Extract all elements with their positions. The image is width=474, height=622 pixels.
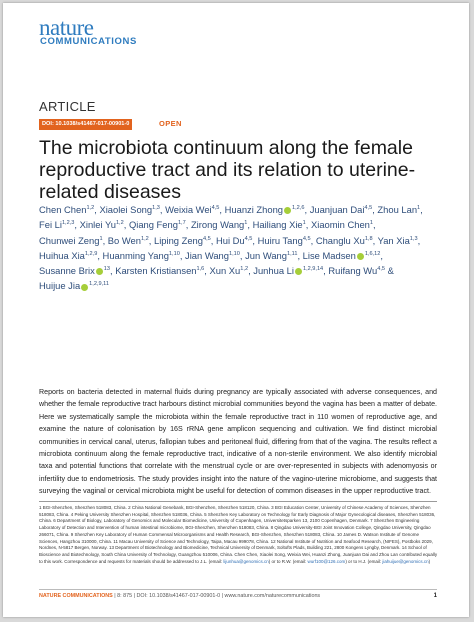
- author-separator: ,: [74, 219, 80, 231]
- author-affiliation-marker: 4,5: [211, 204, 220, 211]
- author-affiliation-marker: 1,10: [168, 250, 180, 257]
- affiliations-footnote: [39, 505, 439, 565]
- author-separator: ,: [219, 204, 225, 215]
- author-name-text: Changlu Xu: [315, 234, 365, 246]
- author-separator: ,: [380, 249, 383, 261]
- article-title: The microbiota continuum along the female reproductive tract and its relation to uterine-related diseases: [39, 137, 416, 203]
- author-affiliation-marker: 1,2,9,11: [89, 281, 109, 288]
- author-separator: ,: [94, 204, 100, 215]
- orcid-icon[interactable]: [81, 284, 88, 291]
- author-name[interactable]: [225, 204, 305, 215]
- author-affiliation-marker: 1,2,9: [84, 250, 98, 257]
- author-separator: ,: [210, 234, 216, 246]
- author-name[interactable]: [245, 250, 297, 261]
- affiliations-text: 1 BGI-Shenzhen, Shenzhen 518083, China. 2 China National Genebank, BGI-Shenzhen, Shenzhen 518120, China. 3 BGI Education Center, University of Chinese Academy of Sciences, Shenzhen 518083, China. 4 Peking University Shenzhen Hospital, Shenzhen 518036, China. 5 Shenzhen Key Laboratory on Technology for Early Diagnosis of Major Gynecological diseases, Shenzhen 518036, China. 6 Department of Biology, Laboratory of Genomics and Molecular Biomedicine, University of Copenhagen, Universitetsparken 13, 2100 Copenhagen, Denmark. 7 Shenzhen Engineering Laboratory of Detection and Intervention of human intestinal microbiome, BGI-Shenzhen, Shenzhen 518083, China. 8 Qingdao University-BGI Joint Innovation College, Qingdao University, Qingdao 266071, China. 9 Shenzhen Key Laboratory of Human Commensal Microorganisms and Health Research, BGI-Shenzhen, Shenzhen 518083, China. 10 James D. Watson Institute of Genome Sciences, Hangzhou 310000, China. 11 Macau University of Science and Technology, Taipa, Macau 999078, China. 12 National Institute of Nutrition and Seafood Research, (NIFES), Postboks 2029, Nordnes, N-5817 Bergen, Norway. 13 Department of Biotechnology and Biomedicine, Technical University of Denmark, Soltofts Plads, Building 221, 2800 Kongens Lyngby, Denmark. 14 School of Bioscience and Biotechnology, South China University of Technology, Guangzhou 510006, China. Chen Chen, Xiaolei Song, Weixia Wei, Huanzi Zhong, Juanjuan Dai and Zhou Lan contributed equally to this work. Correspondence and requests for materials should be addressed to J.L. (email:: [39, 505, 438, 564]
- author-name[interactable]: [210, 265, 249, 276]
- author-name[interactable]: [103, 250, 180, 261]
- author-name-text: Lise Madsen: [302, 249, 356, 261]
- author-name[interactable]: [99, 204, 159, 215]
- author-name[interactable]: [129, 219, 186, 230]
- journal-logo[interactable]: [39, 16, 199, 60]
- author-affiliation-marker: 1,11: [286, 250, 298, 257]
- author-separator: ,: [304, 204, 310, 215]
- author-separator: ,: [323, 265, 329, 277]
- footer-journal-name: NATURE COMMUNICATIONS: [39, 593, 113, 599]
- author-affiliation-marker: 1,10: [228, 250, 240, 257]
- logo-communications-text: COMMUNICATIONS: [40, 36, 137, 47]
- author-name[interactable]: [165, 204, 219, 215]
- author-affiliation-marker: 1,2,6: [292, 204, 305, 211]
- author-affiliation-marker: 1: [417, 204, 421, 211]
- author-separator: ,: [159, 204, 166, 215]
- orcid-icon[interactable]: [357, 253, 364, 260]
- author-affiliation-marker: 1: [302, 220, 306, 227]
- author-name-text: Liping Zeng: [153, 234, 203, 246]
- author-separator: ,: [252, 234, 258, 246]
- author-separator: ,: [239, 249, 246, 261]
- author-name[interactable]: [39, 250, 97, 261]
- author-name[interactable]: [316, 235, 373, 246]
- author-separator: ,: [179, 249, 186, 261]
- author-name[interactable]: [80, 219, 124, 230]
- author-affiliation-marker: 1,3: [409, 235, 418, 242]
- author-name[interactable]: [253, 265, 323, 276]
- abstract: Reports on bacteria detected in maternal fluids during pregnancy are typically associated with adverse consequences, and whether the female reproductive tract harbours distinct microbial communities beyond the vagina has been a matter of debate. Here we systematically sample the microbiota within the female reproductive tract in 110 women of reproductive age, and examine the nature of colonisation by 16S rRNA gene amplicon sequencing and cultivation. We find distinct microbial communities in cervical canal, uterus, fallopian tubes and peritoneal fluid, differing from that of the vagina. The results reflect a microbiota continuum along the female reproductive tract, indicative of a non-sterile environment. We also identify microbial taxa and potential functions that correlate with the menstrual cycle or are over-represented in subjects with adenomyosis or infertility due to endometriosis. The study provides insight into the nature of the vagino-uterine microbiome, and suggests that surveying the vaginal or cervical microbiota might be useful for detection of common diseases in the upper reproductive tract.: [39, 388, 437, 496]
- author-name-text: Weixia Wei: [165, 204, 212, 215]
- author-name-text: Huanzi Zhong: [224, 204, 284, 215]
- author-name[interactable]: [253, 219, 306, 230]
- author-name-text: Xiaolei Song: [99, 204, 153, 215]
- author-separator: &: [384, 265, 394, 277]
- author-affiliation-marker: 1,2: [115, 220, 124, 227]
- orcid-icon[interactable]: [284, 207, 291, 214]
- footer-citation: | 8: 875 | DOI: 10.1038/s41467-017-00901-0 | www.nature.com/naturecommunications: [112, 593, 321, 599]
- author-name-text: Xinlei Yu: [79, 219, 116, 231]
- author-separator: ,: [110, 265, 116, 277]
- author-affiliation-marker: 1,7: [177, 220, 186, 227]
- author-separator: ,: [305, 219, 311, 231]
- author-affiliation-marker: 13: [103, 266, 110, 273]
- author-separator: ,: [185, 219, 191, 231]
- author-affiliation-marker: 1,3: [152, 204, 160, 211]
- author-affiliation-marker: 4,5: [244, 235, 253, 242]
- author-affiliation-marker: 1: [99, 235, 103, 242]
- author-name[interactable]: [39, 265, 110, 276]
- author-affiliation-marker: 1,6: [196, 266, 205, 273]
- author-name-text: Bo Wen: [107, 234, 141, 246]
- author-name[interactable]: [258, 235, 311, 246]
- author-name[interactable]: [115, 265, 204, 276]
- author-separator: ,: [372, 204, 378, 215]
- author-name[interactable]: [39, 219, 74, 230]
- author-separator: ,: [102, 234, 108, 246]
- author-name-text: Junhua Li: [253, 265, 294, 277]
- author-affiliation-marker: 4,5: [202, 235, 211, 242]
- author-name[interactable]: [216, 235, 252, 246]
- author-affiliation-marker: 1,2,9,14: [302, 266, 324, 273]
- author-affiliation-marker: 4,5: [302, 235, 311, 242]
- logo-nature-text: nature: [39, 15, 94, 40]
- author-name-text: Chen Chen: [39, 204, 87, 215]
- orcid-icon[interactable]: [96, 268, 103, 275]
- author-affiliation-marker: 1,2: [86, 204, 95, 211]
- author-name[interactable]: [377, 204, 420, 215]
- author-name-text: Zhou Lan: [377, 204, 418, 215]
- author-affiliation-marker: 1: [244, 220, 248, 227]
- author-affiliation-marker: 4,5: [377, 266, 385, 273]
- author-name-text: Huanming Yang: [102, 249, 169, 261]
- author-name[interactable]: [39, 280, 109, 291]
- page-footer: [39, 593, 437, 599]
- author-name[interactable]: [191, 219, 247, 230]
- contact-text-end: ): [428, 558, 431, 564]
- open-access-label: OPEN: [159, 119, 182, 128]
- author-name-text: Fei Li: [39, 219, 62, 231]
- doi-badge[interactable]: DOI: 10.1038/s41467-017-00901-0: [39, 119, 132, 130]
- author-separator: ,: [97, 249, 103, 261]
- article-type-label: ARTICLE: [39, 99, 96, 114]
- author-name[interactable]: [378, 235, 418, 246]
- page-number: 1: [433, 593, 437, 599]
- author-name[interactable]: [303, 250, 381, 261]
- author-name-text: Huihua Xia: [39, 249, 85, 261]
- author-name-text: Karsten Kristiansen: [115, 265, 197, 277]
- author-separator: ,: [123, 219, 129, 231]
- author-affiliation-marker: 1: [369, 220, 373, 227]
- author-name[interactable]: [311, 219, 373, 230]
- author-name[interactable]: [39, 204, 94, 215]
- author-list: [39, 202, 439, 294]
- author-name[interactable]: [328, 265, 385, 276]
- author-name[interactable]: [154, 235, 211, 246]
- author-affiliation-marker: 1,2: [140, 235, 149, 242]
- author-name[interactable]: [310, 204, 373, 215]
- author-name-text: Ruifang Wu: [328, 265, 378, 277]
- article-page: [3, 3, 469, 617]
- contact-text-mid2: ) or to H.J. (email:: [345, 558, 383, 564]
- author-separator: ,: [420, 204, 423, 215]
- author-name-text: Xiaomin Chen: [310, 219, 370, 231]
- author-name[interactable]: [185, 250, 240, 261]
- author-name-text: Qiang Feng: [128, 219, 178, 231]
- author-name-text: Huiru Tang: [257, 234, 303, 246]
- author-separator: ,: [297, 249, 303, 261]
- author-name-text: Juanjuan Dai: [309, 204, 365, 215]
- author-separator: ,: [310, 234, 316, 246]
- author-name-text: Hui Du: [215, 234, 245, 246]
- contact-email-2[interactable]: wurf100@126.com: [307, 558, 346, 564]
- author-affiliation-marker: 4,5: [364, 204, 373, 211]
- author-affiliation-marker: 1,6,12: [364, 250, 381, 257]
- author-name-text: Jian Wang: [185, 249, 229, 261]
- author-separator: ,: [372, 234, 378, 246]
- author-affiliation-marker: 1,2,3: [61, 220, 75, 227]
- footnote-divider: [39, 501, 437, 502]
- author-name-text: Susanne Brix: [39, 265, 95, 277]
- author-name[interactable]: [39, 235, 103, 246]
- author-separator: ,: [248, 265, 254, 277]
- author-name-text: Hailiang Xie: [252, 219, 303, 231]
- author-name-text: Huijue Jia: [39, 280, 81, 292]
- author-separator: ,: [204, 265, 210, 277]
- contact-email-3[interactable]: jiahuijue@genomics.cn: [382, 558, 429, 564]
- author-separator: ,: [417, 234, 421, 246]
- author-name[interactable]: [108, 235, 149, 246]
- author-separator: ,: [373, 219, 376, 231]
- author-separator: ,: [148, 234, 154, 246]
- author-name-text: Jun Wang: [245, 249, 287, 261]
- contact-email-1[interactable]: lijunhua@genomics.cn: [223, 558, 269, 564]
- author-name-text: Chunwei Zeng: [39, 234, 100, 246]
- author-separator: ,: [247, 219, 253, 231]
- author-affiliation-marker: 1,2: [240, 266, 249, 273]
- contact-text-mid: ) or to R.W. (email:: [268, 558, 308, 564]
- footer-divider: [39, 589, 437, 590]
- author-affiliation-marker: 1,8: [364, 235, 373, 242]
- orcid-icon[interactable]: [295, 268, 302, 275]
- author-name-text: Xun Xu: [209, 265, 241, 277]
- author-name-text: Yan Xia: [377, 234, 410, 246]
- author-name-text: Zirong Wang: [190, 219, 245, 231]
